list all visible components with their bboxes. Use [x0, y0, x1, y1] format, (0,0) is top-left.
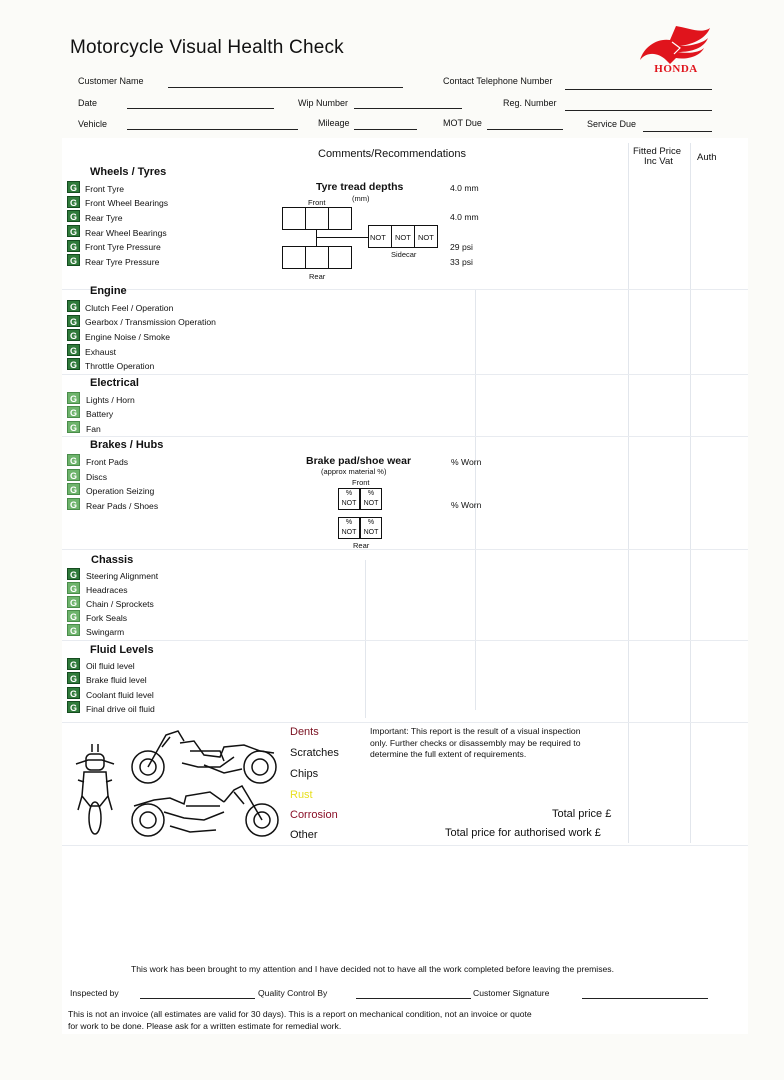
section-chassis: Chassis [91, 554, 134, 566]
reg-number-label: Reg. Number [503, 98, 557, 108]
section-engine: Engine [90, 285, 127, 297]
item-battery: Battery [86, 409, 114, 419]
status-green-icon[interactable]: G [67, 701, 80, 713]
status-green-icon[interactable]: G [67, 240, 80, 252]
front-worn-pct: % Worn [451, 457, 482, 467]
front-tyre-outer-box[interactable] [282, 207, 306, 230]
motorcycle-left-side-icon [124, 727, 284, 785]
status-green-icon[interactable]: G [67, 358, 80, 370]
status-green-icon[interactable]: G [67, 421, 80, 433]
front-tyre-pressure-value: 29 psi [450, 242, 473, 252]
item-rear-tyre: Rear Tyre [85, 213, 123, 223]
status-green-icon[interactable]: G [67, 329, 80, 341]
item-exhaust: Exhaust [85, 347, 117, 357]
item-front-pads: Front Pads [86, 457, 129, 467]
total-authorised-label: Total price for authorised work £ [445, 827, 601, 839]
rear-pad-right-box[interactable]: % NOT [360, 517, 382, 539]
status-green-icon[interactable]: G [67, 392, 80, 404]
tyre-front-label: Front [308, 198, 326, 207]
inc-vat-header: Inc Vat [644, 156, 673, 167]
reg-number-field[interactable] [565, 110, 712, 111]
important-note: Important: This report is the result of a visual inspection only. Further checks or disassembly may be required to determine the full extent of requirements. [370, 726, 581, 759]
wip-number-label: Wip Number [298, 98, 349, 108]
item-discs: Discs [86, 472, 108, 482]
status-green-icon[interactable]: G [67, 483, 80, 495]
status-green-icon[interactable]: G [67, 454, 80, 466]
service-due-field[interactable] [643, 131, 712, 132]
rear-pad-left-box[interactable]: % NOT [338, 517, 360, 539]
comments-header: Comments/Recommendations [318, 148, 466, 160]
item-brake-fluid: Brake fluid level [86, 675, 147, 685]
item-fan: Fan [86, 424, 101, 434]
damage-corrosion[interactable]: Corrosion [290, 809, 338, 821]
disclaimer-line-2: for work to be done. Please ask for a written estimate for remedial work. [68, 1021, 342, 1031]
item-steering: Steering Alignment [86, 571, 159, 581]
item-headraces: Headraces [86, 585, 128, 595]
inspected-by-field[interactable] [140, 998, 255, 999]
contact-phone-field[interactable] [565, 89, 712, 90]
mot-due-label: MOT Due [443, 118, 482, 128]
damage-other[interactable]: Other [290, 829, 318, 841]
auth-header: Auth [697, 152, 717, 163]
status-green-icon[interactable]: G [67, 568, 80, 580]
status-green-icon[interactable]: G [67, 210, 80, 222]
rear-tyre-inner-box[interactable] [328, 246, 352, 269]
vehicle-field[interactable] [127, 129, 298, 130]
item-fork-seals: Fork Seals [86, 613, 128, 623]
inspected-by-label: Inspected by [70, 988, 119, 998]
item-coolant: Coolant fluid level [86, 690, 154, 700]
brake-front-label: Front [352, 478, 370, 487]
damage-chips[interactable]: Chips [290, 768, 319, 780]
disclaimer-line-1: This is not an invoice (all estimates are valid for 30 days). This is a report on mechanical condition, not an invoice or quote [68, 1009, 532, 1019]
checklist-panel [62, 138, 748, 1034]
item-rear-tyre-pressure: Rear Tyre Pressure [85, 257, 160, 267]
fitted-price-header: Fitted Price [633, 146, 682, 157]
status-green-icon[interactable]: G [67, 469, 80, 481]
tyre-unit: (mm) [352, 194, 370, 203]
service-due-label: Service Due [587, 119, 637, 129]
damage-dents[interactable]: Dents [290, 726, 319, 738]
attention-statement: This work has been brought to my attention and I have decided not to have all the work completed before leaving the premises. [131, 964, 614, 974]
date-field[interactable] [127, 108, 274, 109]
item-final-drive: Final drive oil fluid [86, 704, 155, 714]
status-green-icon[interactable]: G [67, 610, 80, 622]
item-rear-pads: Rear Pads / Shoes [86, 501, 159, 511]
honda-logo [636, 24, 714, 76]
motorcycle-right-side-icon [124, 782, 284, 840]
item-front-tyre: Front Tyre [85, 184, 125, 194]
status-green-icon[interactable]: G [67, 498, 80, 510]
rear-tyre-pressure-value: 33 psi [450, 257, 473, 267]
sidecar-label: Sidecar [391, 250, 417, 259]
customer-signature-label: Customer Signature [473, 988, 550, 998]
contact-phone-label: Contact Telephone Number [443, 76, 553, 86]
wip-number-field[interactable] [354, 108, 462, 109]
status-green-icon[interactable]: G [67, 672, 80, 684]
item-swingarm: Swingarm [86, 627, 125, 637]
section-brakes: Brakes / Hubs [90, 439, 164, 451]
quality-control-field[interactable] [356, 998, 471, 999]
customer-name-field[interactable] [168, 87, 403, 88]
motorcycle-front-view-icon [70, 740, 120, 840]
brake-wear-heading: Brake pad/shoe wear [306, 455, 412, 467]
item-front-tyre-pressure: Front Tyre Pressure [85, 242, 161, 252]
status-green-icon[interactable]: G [67, 406, 80, 418]
front-tread-depth: 4.0 mm [450, 183, 479, 193]
mileage-field[interactable] [354, 129, 417, 130]
mot-due-field[interactable] [487, 129, 563, 130]
sidecar-not-3: NOT [418, 233, 434, 242]
status-green-icon[interactable]: G [67, 658, 80, 670]
item-oil-fluid: Oil fluid level [86, 661, 135, 671]
section-fluids: Fluid Levels [90, 644, 154, 656]
status-green-icon[interactable]: G [67, 624, 80, 636]
tyre-heading: Tyre tread depths [316, 181, 404, 193]
section-wheels: Wheels / Tyres [90, 166, 167, 178]
rear-tyre-centre-box[interactable] [305, 246, 329, 269]
item-rear-wheel-bearings: Rear Wheel Bearings [85, 228, 167, 238]
status-green-icon[interactable]: G [67, 225, 80, 237]
front-pad-right-box[interactable]: % NOT [360, 488, 382, 510]
item-clutch: Clutch Feel / Operation [85, 303, 174, 313]
item-lights-horn: Lights / Horn [86, 395, 135, 405]
front-pad-left-box[interactable]: % NOT [338, 488, 360, 510]
rear-tyre-outer-box[interactable] [282, 246, 306, 269]
status-green-icon[interactable]: G [67, 300, 80, 312]
rear-tread-depth: 4.0 mm [450, 212, 479, 222]
total-price-label: Total price £ [552, 808, 612, 820]
status-green-icon[interactable]: G [67, 687, 80, 699]
vehicle-label: Vehicle [78, 119, 108, 129]
item-throttle: Throttle Operation [85, 361, 155, 371]
front-tyre-inner-box[interactable] [328, 207, 352, 230]
item-engine-noise: Engine Noise / Smoke [85, 332, 171, 342]
front-tyre-centre-box[interactable] [305, 207, 329, 230]
brake-wear-sub: (approx material %) [321, 467, 387, 476]
rear-worn-pct: % Worn [451, 500, 482, 510]
customer-signature-field[interactable] [582, 998, 708, 999]
item-front-wheel-bearings: Front Wheel Bearings [85, 198, 169, 208]
status-green-icon[interactable]: G [67, 254, 80, 266]
status-green-icon[interactable]: G [67, 344, 80, 356]
status-green-icon[interactable]: G [67, 196, 80, 208]
status-green-icon[interactable]: G [67, 315, 80, 327]
customer-name-label: Customer Name [78, 76, 144, 86]
date-label: Date [78, 98, 98, 108]
sidecar-not-1: NOT [370, 233, 386, 242]
tyre-rear-label: Rear [309, 272, 326, 281]
item-operation-seizing: Operation Seizing [86, 486, 155, 496]
sidecar-not-2: NOT [395, 233, 411, 242]
item-chain: Chain / Sprockets [86, 599, 154, 609]
honda-wordmark: HONDA [654, 63, 698, 75]
damage-scratches[interactable]: Scratches [290, 747, 339, 759]
brake-rear-label: Rear [353, 541, 370, 550]
quality-control-label: Quality Control By [258, 988, 328, 998]
page-title: Motorcycle Visual Health Check [70, 37, 344, 58]
damage-rust[interactable]: Rust [290, 789, 313, 801]
status-green-icon[interactable]: G [67, 596, 80, 608]
mileage-label: Mileage [318, 118, 350, 128]
item-gearbox: Gearbox / Transmission Operation [85, 317, 216, 327]
status-green-icon[interactable]: G [67, 181, 80, 193]
status-green-icon[interactable]: G [67, 582, 80, 594]
section-electrical: Electrical [90, 377, 139, 389]
